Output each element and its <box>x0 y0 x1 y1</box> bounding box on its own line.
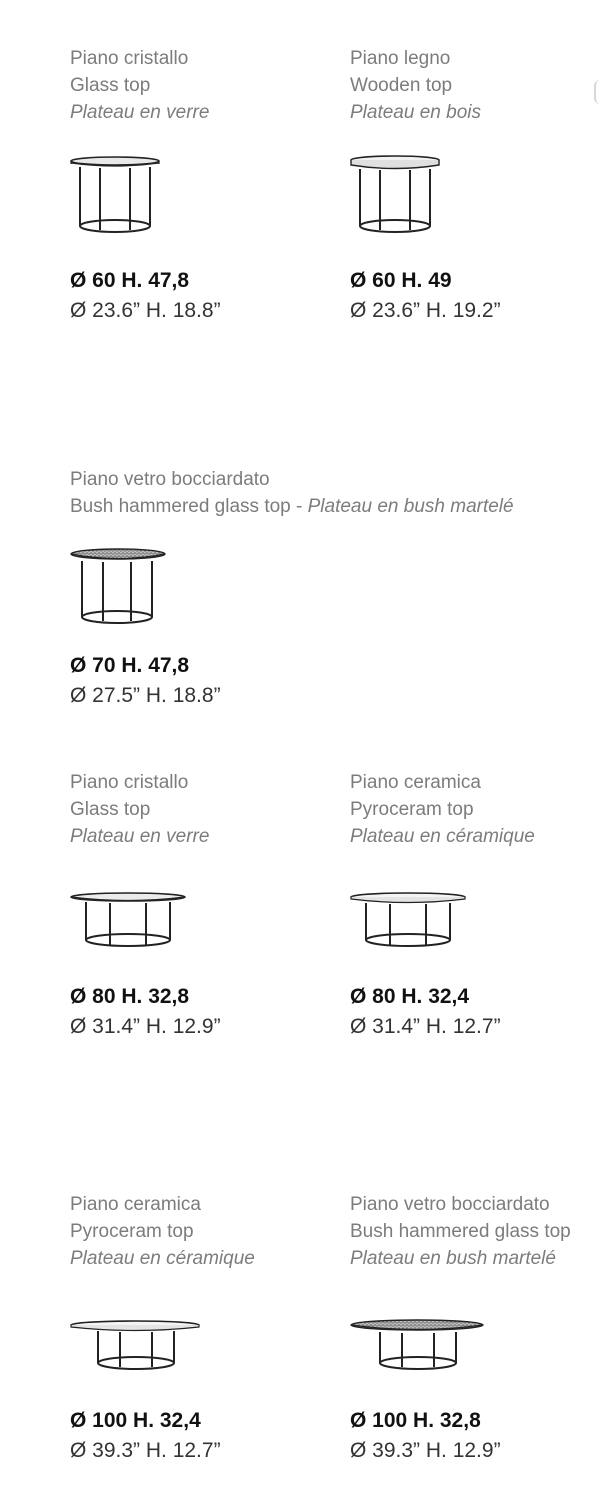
low-coffee-table-large-icon <box>70 1315 200 1415</box>
dimensions-inch: Ø 23.6” H. 18.8” <box>70 299 221 322</box>
label-italian: Piano legno <box>350 48 451 69</box>
tall-side-table-textured-icon <box>70 546 200 646</box>
label-english: Bush hammered glass top <box>350 1221 571 1242</box>
label-english: Wooden top <box>350 75 453 96</box>
dimensions-cm: Ø 60 H. 49 <box>350 269 452 292</box>
dimensions-cm: Ø 60 H. 47,8 <box>70 269 190 292</box>
dimensions-inch: Ø 27.5” H. 18.8” <box>70 684 221 707</box>
label-italian: Piano ceramica <box>350 772 481 793</box>
label-italian: Piano cristallo <box>70 772 189 793</box>
label-italian: Piano vetro bocciardato <box>70 469 270 490</box>
label-english-french <box>70 493 570 520</box>
dimensions-cm: Ø 80 H. 32,4 <box>350 985 470 1008</box>
dimensions-inch: Ø 39.3” H. 12.7” <box>70 1439 221 1462</box>
product-pyroceram-top-100 <box>70 1191 320 1462</box>
label-italian: Piano vetro bocciardato <box>350 1194 550 1215</box>
label-french: Plateau en bush martelé <box>350 1248 556 1269</box>
label-french: Plateau en verre <box>70 826 210 847</box>
low-coffee-table-icon <box>350 887 480 987</box>
tall-side-table-icon <box>350 153 480 253</box>
label-english: Pyroceram top <box>70 1221 194 1242</box>
dimensions-cm: Ø 80 H. 32,8 <box>70 985 190 1008</box>
dimensions-cm: Ø 100 H. 32,8 <box>350 1409 481 1432</box>
product-glass-top-80 <box>70 769 320 1038</box>
dimensions-cm: Ø 70 H. 47,8 <box>70 654 190 677</box>
dimensions-cm: Ø 100 H. 32,4 <box>70 1409 201 1432</box>
label-english: Pyroceram top <box>350 799 474 820</box>
label-french: Plateau en céramique <box>70 1248 255 1269</box>
dimensions-inch: Ø 31.4” H. 12.9” <box>70 1015 221 1038</box>
low-coffee-table-icon <box>70 887 200 987</box>
label-italian: Piano cristallo <box>70 48 189 69</box>
label-french: Plateau en bush martelé <box>307 496 514 517</box>
product-wooden-top-60 <box>350 45 600 322</box>
dimensions-inch: Ø 31.4” H. 12.7” <box>350 1015 501 1038</box>
product-bush-hammered-top-100 <box>350 1191 600 1462</box>
tall-side-table-icon <box>70 153 200 253</box>
label-italian: Piano ceramica <box>70 1194 201 1215</box>
product-bush-hammered-top-70 <box>70 466 570 707</box>
product-glass-top-60 <box>70 45 320 322</box>
label-french: Plateau en céramique <box>350 826 535 847</box>
label-english: Bush hammered glass top - <box>70 496 308 517</box>
dimensions-inch: Ø 23.6” H. 19.2” <box>350 299 501 322</box>
label-english: Glass top <box>70 75 151 96</box>
label-french: Plateau en bois <box>350 102 481 123</box>
label-english: Glass top <box>70 799 151 820</box>
label-french: Plateau en verre <box>70 102 210 123</box>
low-coffee-table-textured-icon <box>350 1315 480 1415</box>
product-pyroceram-top-80 <box>350 769 600 1038</box>
dimensions-inch: Ø 39.3” H. 12.9” <box>350 1439 501 1462</box>
